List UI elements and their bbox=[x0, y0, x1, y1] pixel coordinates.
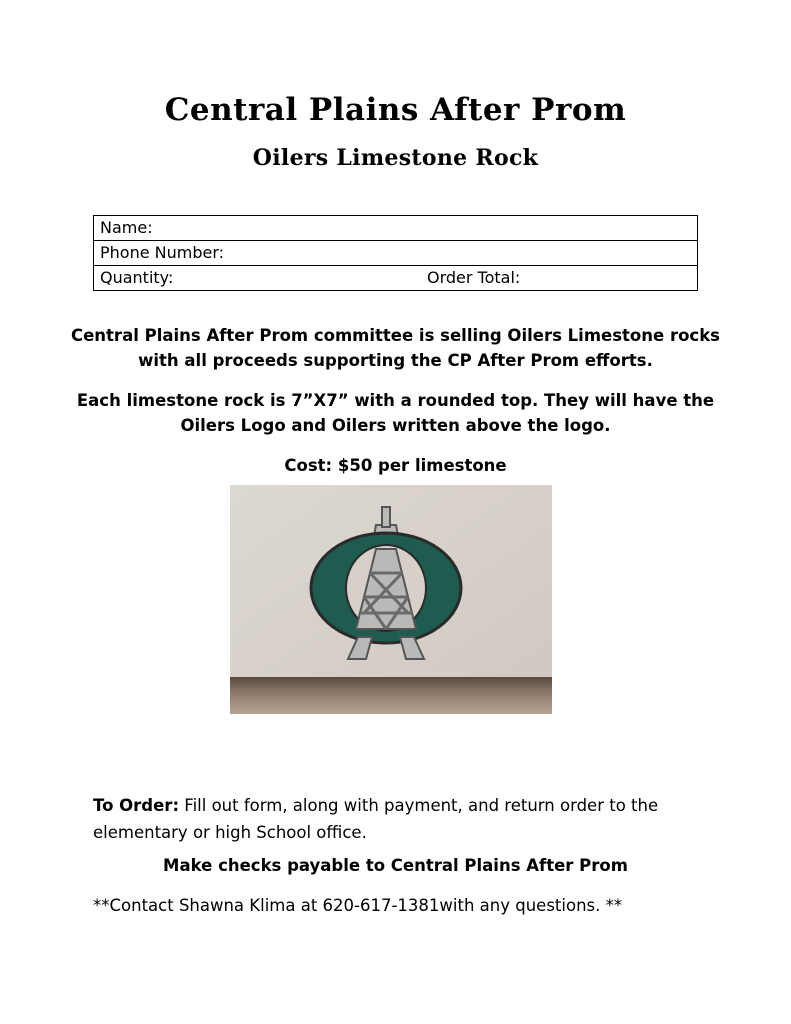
phone-label: Phone Number: bbox=[100, 243, 225, 262]
description-line: Central Plains After Prom committee is selling Oilers Limestone rocks bbox=[71, 326, 720, 345]
description-paragraph-1 bbox=[0, 323, 791, 373]
quantity-label: Quantity: bbox=[100, 268, 174, 287]
order-instructions bbox=[93, 792, 713, 846]
checks-payable-text: Make checks payable to Central Plains After Prom bbox=[163, 856, 628, 875]
form-row-quantity bbox=[94, 266, 698, 291]
form-row-name bbox=[94, 216, 698, 241]
description-paragraph-2 bbox=[0, 388, 791, 438]
name-field[interactable] bbox=[94, 216, 698, 241]
contact-text: **Contact Shawna Klima at 620-617-1381with any questions. ** bbox=[93, 896, 623, 915]
order-text-2: elementary or high School office. bbox=[93, 823, 367, 842]
page-title: Central Plains After Prom bbox=[164, 92, 627, 128]
page-subtitle: Oilers Limestone Rock bbox=[252, 145, 539, 171]
cost-text: Cost: $50 per limestone bbox=[284, 456, 507, 475]
to-order-label: To Order: bbox=[93, 796, 180, 815]
order-text-1: Fill out form, along with payment, and return order to the bbox=[179, 796, 659, 815]
order-total-label: Order Total: bbox=[427, 268, 521, 287]
form-row-phone bbox=[94, 241, 698, 266]
ledge-shadow bbox=[230, 677, 552, 714]
description-line: with all proceeds supporting the CP After Prom efforts. bbox=[138, 351, 653, 370]
phone-field[interactable] bbox=[94, 241, 698, 266]
limestone-rock-photo bbox=[230, 485, 552, 714]
description-line: Oilers Logo and Oilers written above the logo. bbox=[180, 416, 611, 435]
order-form-table bbox=[93, 215, 698, 291]
description-line: Each limestone rock is 7”X7” with a rounded top. They will have the bbox=[76, 391, 715, 410]
name-label: Name: bbox=[100, 218, 153, 237]
quantity-total-field[interactable] bbox=[94, 266, 698, 291]
